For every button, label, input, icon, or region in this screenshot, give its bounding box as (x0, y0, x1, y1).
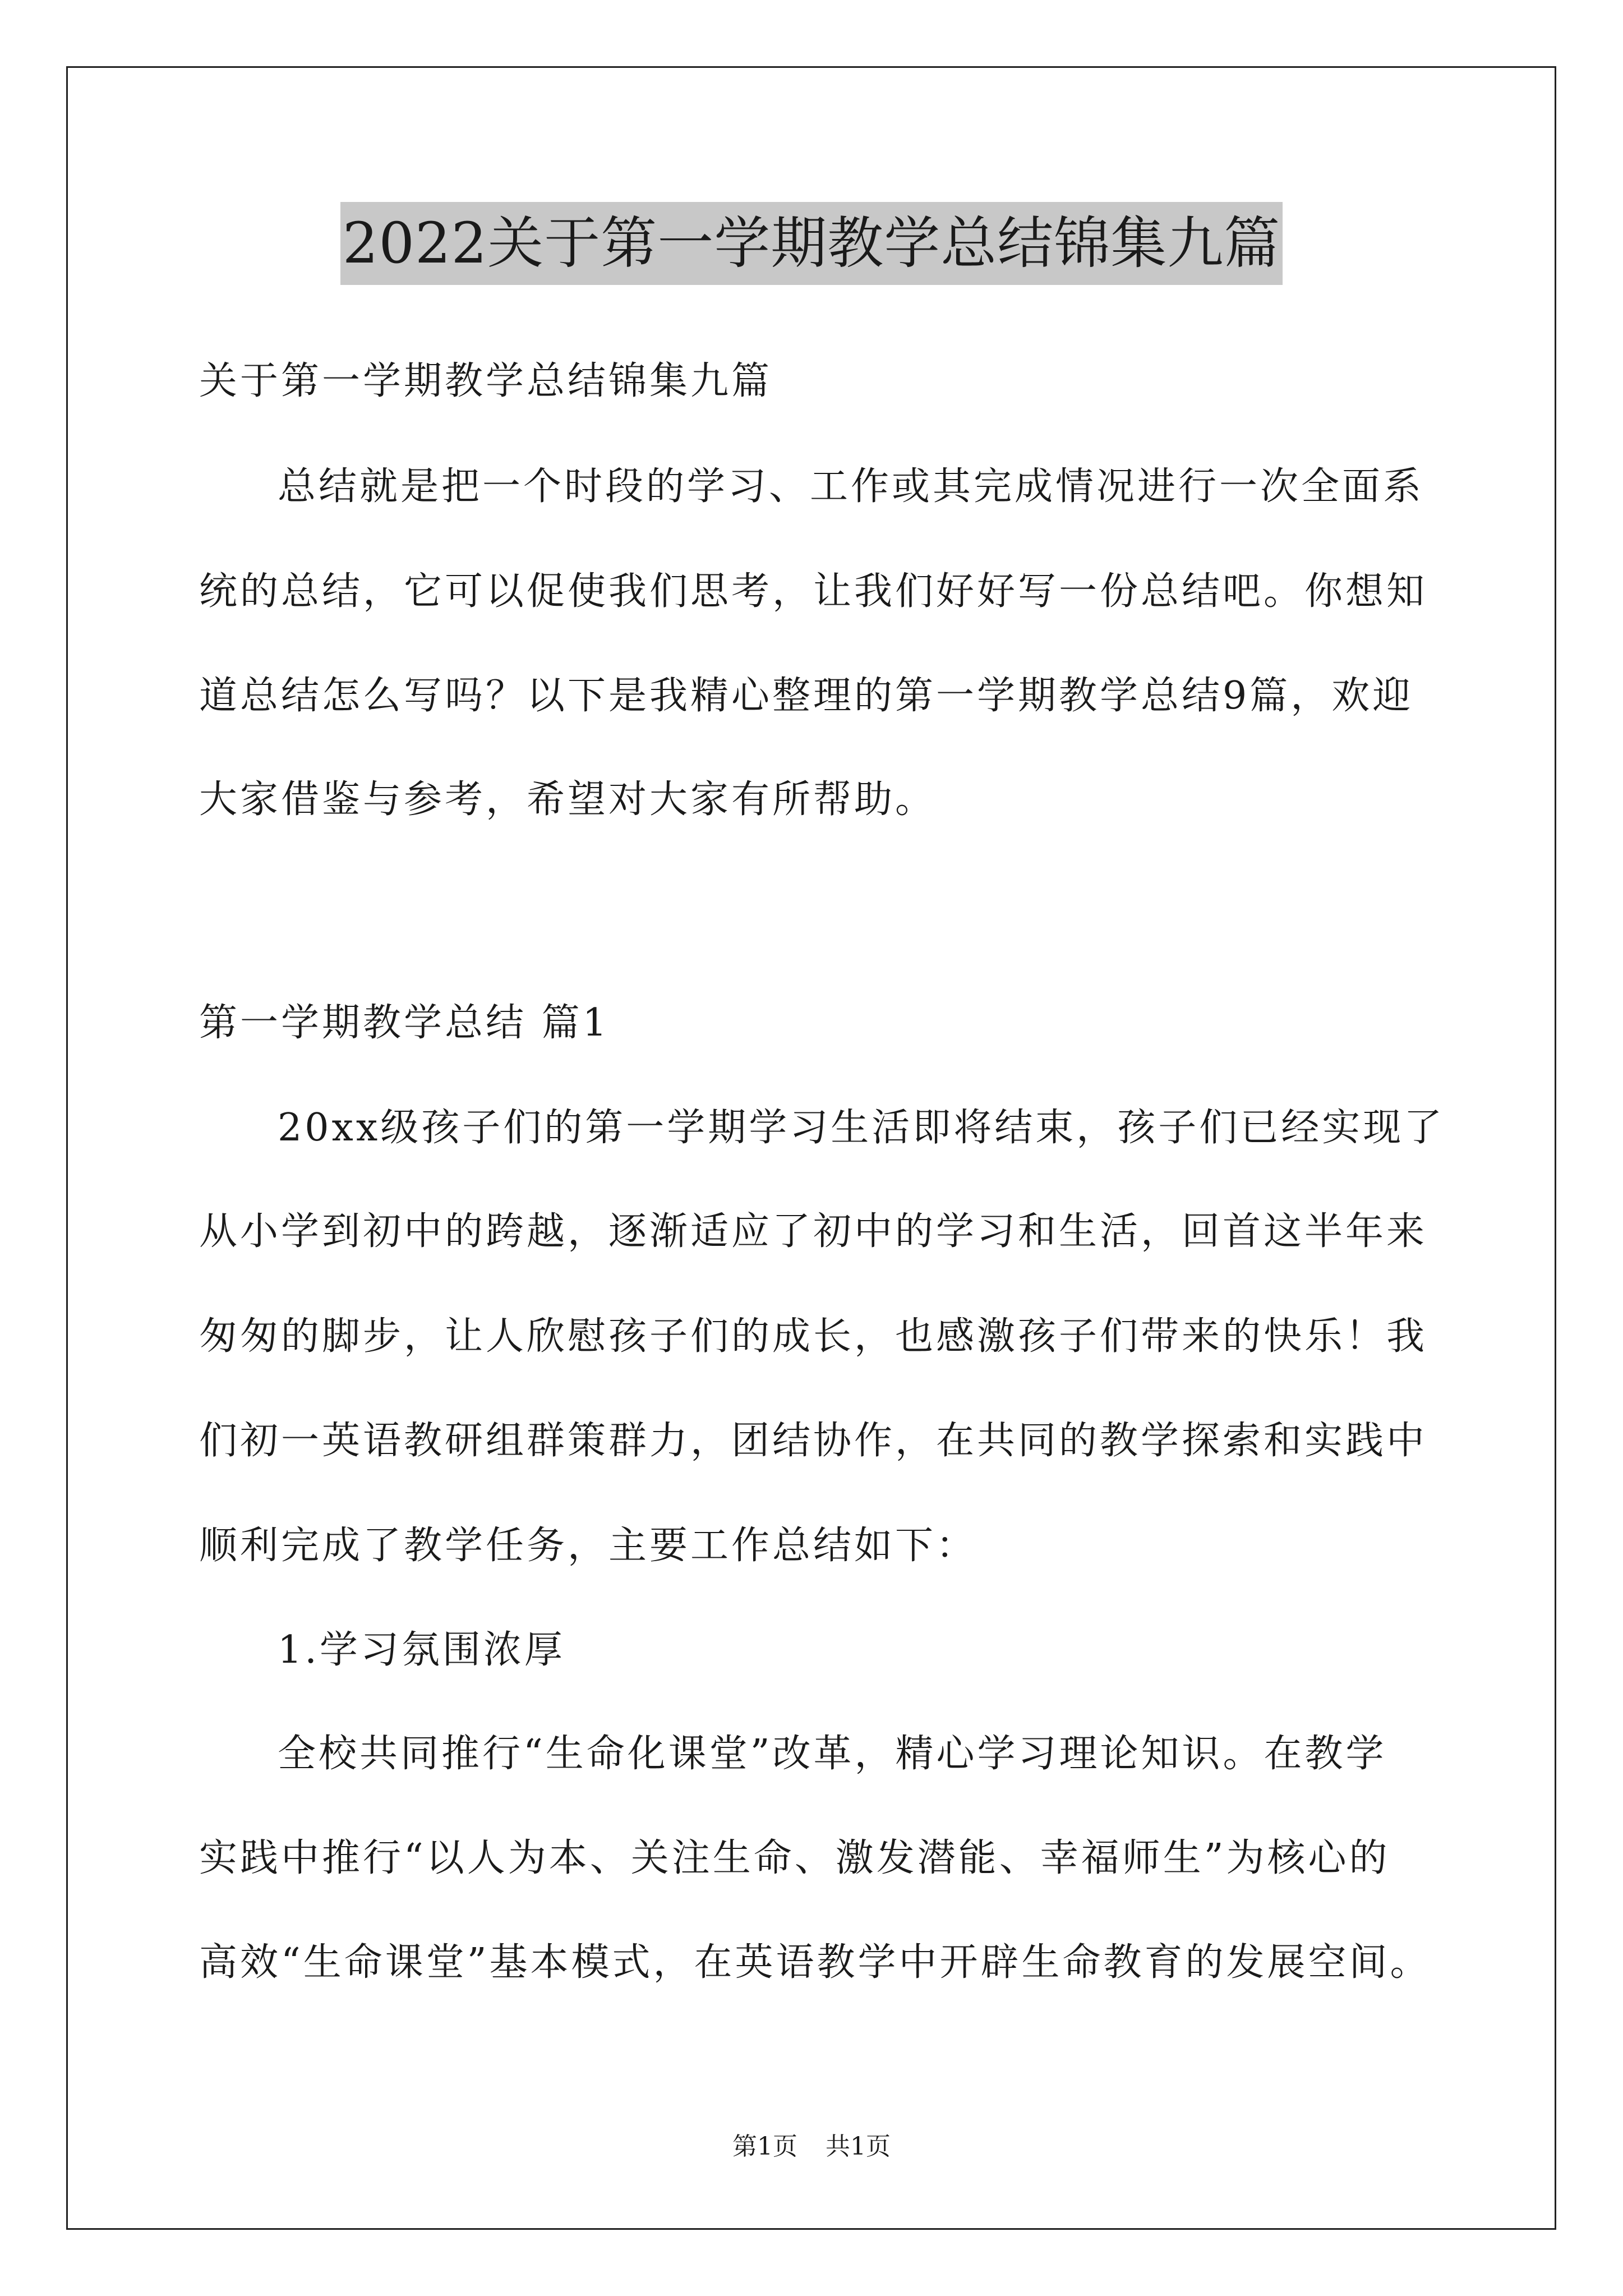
point-heading: 1.学习氛围浓厚 (278, 1628, 565, 1672)
paragraph-line: 们初一英语教研组群策群力，团结协作，在共同的教学探索和实践中 (199, 1419, 1428, 1463)
paragraph-line: 匆匆的脚步，让人欣慰孩子们的成长，也感激孩子们带来的快乐！我 (199, 1314, 1428, 1359)
paragraph-line: 20xx级孩子们的第一学期学习生活即将结束，孩子们已经实现了 (278, 1106, 1445, 1150)
paragraph-line: 实践中推行“以人为本、关注生命、激发潜能、幸福师生”为核心的 (199, 1836, 1390, 1880)
page-footer (0, 2130, 1623, 2164)
page-number-total: 共1页 (826, 2132, 891, 2161)
paragraph-line: 全校共同推行“生命化课堂”改革，精心学习理论知识。在教学 (278, 1732, 1387, 1776)
paragraph-line: 高效“生命课堂”基本模式，在英语教学中开辟生命教育的发展空间。 (199, 1940, 1431, 1985)
title-container (0, 202, 1623, 285)
document-subtitle: 关于第一学期教学总结锦集九篇 (199, 359, 773, 403)
paragraph-line: 道总结怎么写吗？以下是我精心整理的第一学期教学总结9篇，欢迎 (199, 674, 1414, 718)
page-number-current: 第1页 (732, 2132, 797, 2161)
paragraph-line: 从小学到初中的跨越，逐渐适应了初中的学习和生活，回首这半年来 (199, 1209, 1428, 1254)
paragraph-line: 统的总结，它可以促使我们思考，让我们好好写一份总结吧。你想知 (199, 569, 1428, 614)
paragraph-line: 总结就是把一个时段的学习、工作或其完成情况进行一次全面系 (278, 464, 1424, 509)
paragraph-line: 大家借鉴与参考，希望对大家有所帮助。 (199, 777, 937, 822)
paragraph-line: 顺利完成了教学任务，主要工作总结如下： (199, 1524, 978, 1568)
section-heading: 第一学期教学总结 篇1 (199, 1001, 610, 1045)
document-title: 2022关于第一学期教学总结锦集九篇 (340, 202, 1283, 285)
